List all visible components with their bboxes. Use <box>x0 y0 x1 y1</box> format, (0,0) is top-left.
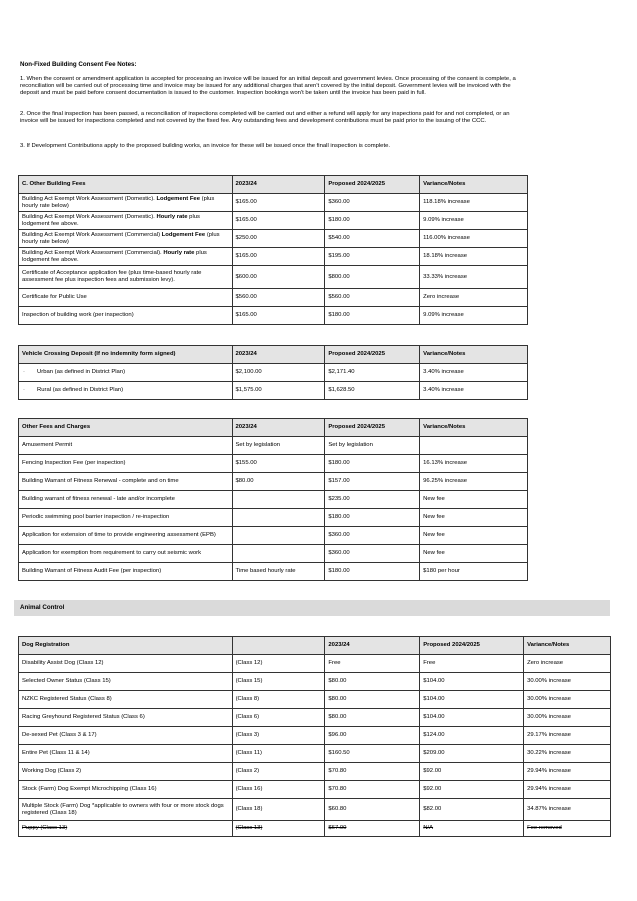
table-row <box>19 527 528 545</box>
col-header: Variance/Notes <box>524 637 611 655</box>
fee-description: Fencing Inspection Fee (per inspection) <box>19 455 233 473</box>
dog-class-description: De-sexed Pet (Class 3 & 17) <box>19 727 233 745</box>
col-header: 2023/24 <box>232 176 325 194</box>
fee-variance: Zero increase <box>524 655 611 673</box>
fee-2023: $155.00 <box>232 455 325 473</box>
dog-class-description: Working Dog (Class 2) <box>19 763 233 781</box>
fee-variance: New fee <box>420 509 528 527</box>
col-header: 2023/24 <box>325 637 420 655</box>
table-row <box>19 230 528 248</box>
fee-variance: 30.00% increase <box>524 709 611 727</box>
fee-description: Building Act Exempt Work Assessment (Domestic). Hourly rate plus lodgement fee above. <box>19 212 233 230</box>
dog-class-code: (Class 6) <box>232 709 325 727</box>
fee-variance <box>420 437 528 455</box>
fee-variance: New fee <box>420 527 528 545</box>
col-header: Variance/Notes <box>420 346 528 364</box>
fee-2024: $360.00 <box>325 545 420 563</box>
fee-2024: $124.00 <box>420 727 524 745</box>
col-header: Proposed 2024/2025 <box>420 637 524 655</box>
dog-class-description: Entire Pet (Class 11 & 14) <box>19 745 233 763</box>
fee-2024: $235.00 <box>325 491 420 509</box>
fee-2023: $67.00 <box>325 821 420 837</box>
dog-class-code: (Class 11) <box>232 745 325 763</box>
other-fees-table <box>18 418 528 581</box>
fee-2023: $96.00 <box>325 727 420 745</box>
note-1: 1. When the consent or amendment application is accepted for processing an invoice will be issued for an initial deposit and government levies. Once processing of the consent is complete, a reconciliation will be carried out of processing time and invoice may be issued for any additional charges that aren't covered by the initial deposit. Government levies will be invoiced with the deposit and must be paid before consent documentation is issued to the customer. Inspection bookings won't be taken until the invoice has been paid in full. <box>20 76 516 97</box>
fee-variance: Fee removed <box>524 821 611 837</box>
fee-variance: 16.13% increase <box>420 455 528 473</box>
fee-2024: $104.00 <box>420 691 524 709</box>
vehicle-crossing-table <box>18 345 528 400</box>
fee-variance: 18.18% increase <box>420 248 528 266</box>
col-header: Proposed 2024/2025 <box>325 176 420 194</box>
fee-description: Periodic swimming pool barrier inspection / re-inspection <box>19 509 233 527</box>
fee-2024: $195.00 <box>325 248 420 266</box>
dog-class-description: NZKC Registered Status (Class 8) <box>19 691 233 709</box>
fee-2023: $160.50 <box>325 745 420 763</box>
col-header: Proposed 2024/2025 <box>325 419 420 437</box>
col-header: Proposed 2024/2025 <box>325 346 420 364</box>
fee-variance: Zero increase <box>420 289 528 307</box>
fee-description: Amusement Permit <box>19 437 233 455</box>
fee-2023 <box>232 527 325 545</box>
fee-2024: $560.00 <box>325 289 420 307</box>
fee-2023: $165.00 <box>232 248 325 266</box>
fee-2023: $165.00 <box>232 194 325 212</box>
table-row <box>19 509 528 527</box>
fee-2023: $80.00 <box>325 673 420 691</box>
fee-variance: 30.22% increase <box>524 745 611 763</box>
fee-2024: $209.00 <box>420 745 524 763</box>
dog-class-code: (Class 12) <box>232 655 325 673</box>
fee-2024: $92.00 <box>420 781 524 799</box>
table-row <box>19 763 611 781</box>
fee-2023: $165.00 <box>232 212 325 230</box>
fee-2024: $2,171.40 <box>325 364 420 382</box>
other-building-fees-table <box>18 175 528 325</box>
fee-description: Certificate for Public Use <box>19 289 233 307</box>
fee-2024: $104.00 <box>420 709 524 727</box>
table-row <box>19 382 528 400</box>
fee-variance: 96.25% increase <box>420 473 528 491</box>
fee-2024: Set by legislation <box>325 437 420 455</box>
dog-class-code: (Class 13) <box>232 821 325 837</box>
fee-variance: 33.33% increase <box>420 266 528 289</box>
fee-2023: Time based hourly rate <box>232 563 325 581</box>
fee-variance: 34.87% increase <box>524 799 611 821</box>
note-3: 3. If Development Contributions apply to the proposed building works, an invoice for these will be issued once the finall inspection is complete. <box>20 143 391 149</box>
table-row <box>19 691 611 709</box>
fee-description: Building Act Exempt Work Assessment (Commercial) Lodgement Fee (plus hourly rate below) <box>19 230 233 248</box>
fee-2024: $360.00 <box>325 194 420 212</box>
fee-variance: 3.40% increase <box>420 382 528 400</box>
table-row <box>19 727 611 745</box>
fee-description: Certificate of Acceptance application fee (plus time-based hourly rate assessment fee plus inspection fees and submission levy). <box>19 266 233 289</box>
dog-class-description: Selected Owner Status (Class 15) <box>19 673 233 691</box>
dog-class-description: Stock (Farm) Dog Exempt Microchipping (Class 16) <box>19 781 233 799</box>
fee-2024: N/A <box>420 821 524 837</box>
dog-class-description: Racing Greyhound Registered Status (Class 6) <box>19 709 233 727</box>
animal-control-heading: Animal Control <box>14 600 610 616</box>
dog-class-code: (Class 16) <box>232 781 325 799</box>
fee-variance: 29.94% increase <box>524 781 611 799</box>
table-row <box>19 473 528 491</box>
col-header: 2023/24 <box>232 346 325 364</box>
fee-2023 <box>232 491 325 509</box>
fee-2024: $104.00 <box>420 673 524 691</box>
notes-title: Non-Fixed Building Consent Fee Notes: <box>20 61 137 68</box>
dog-class-code: (Class 8) <box>232 691 325 709</box>
fee-2024: $800.00 <box>325 266 420 289</box>
fee-description: Inspection of building work (per inspection) <box>19 307 233 325</box>
fee-variance: 29.17% increase <box>524 727 611 745</box>
fee-2024: Free <box>420 655 524 673</box>
table-row <box>19 655 611 673</box>
col-header: Vehicle Crossing Deposit (If no indemnity form signed) <box>19 346 233 364</box>
fee-2023: $80.00 <box>325 709 420 727</box>
dog-class-code: (Class 18) <box>232 799 325 821</box>
fee-2023: $2,100.00 <box>232 364 325 382</box>
table-row <box>19 799 611 821</box>
col-header <box>232 637 325 655</box>
col-header: Variance/Notes <box>420 176 528 194</box>
table-row <box>19 437 528 455</box>
table-row <box>19 194 528 212</box>
fee-2024: $360.00 <box>325 527 420 545</box>
table-row <box>19 364 528 382</box>
fee-variance: 116.00% increase <box>420 230 528 248</box>
fee-variance: New fee <box>420 491 528 509</box>
fee-variance: 3.40% increase <box>420 364 528 382</box>
fee-2023: $80.00 <box>232 473 325 491</box>
fee-2023: $1,575.00 <box>232 382 325 400</box>
note-2: 2. Once the final inspection has been passed, a reconciliation of inspections completed will be carried out and either a refund will apply for any inspections paid for and not completed, or an invoice will be issued for inspections completed and not covered by the fixed fee. Any outstanding fees and development contributions must be paid prior to the issuing of the CCC. <box>20 111 510 125</box>
table-row <box>19 266 528 289</box>
fee-variance: 30.00% increase <box>524 673 611 691</box>
fee-2024: $180.00 <box>325 307 420 325</box>
fee-2023: Free <box>325 655 420 673</box>
dog-class-code: (Class 2) <box>232 763 325 781</box>
fee-2024: $540.00 <box>325 230 420 248</box>
col-header: Variance/Notes <box>420 419 528 437</box>
fee-2023: $70.80 <box>325 781 420 799</box>
dog-class-description: Disability Assist Dog (Class 12) <box>19 655 233 673</box>
table-row <box>19 781 611 799</box>
col-header: Dog Registration <box>19 637 233 655</box>
col-header: Other Fees and Charges <box>19 419 233 437</box>
fee-variance: 9.09% increase <box>420 212 528 230</box>
table-row <box>19 563 528 581</box>
fee-2024: $180.00 <box>325 563 420 581</box>
fee-description: · Urban (as defined in District Plan) <box>19 364 233 382</box>
dog-class-description: Puppy (Class 13) <box>19 821 233 837</box>
table-row <box>19 745 611 763</box>
fee-2023: $80.00 <box>325 691 420 709</box>
fee-2023: $250.00 <box>232 230 325 248</box>
fee-2023 <box>232 509 325 527</box>
fee-2023 <box>232 545 325 563</box>
fee-description: Building Act Exempt Work Assessment (Domestic). Lodgement Fee (plus hourly rate below) <box>19 194 233 212</box>
table-row-removed <box>19 821 611 837</box>
fee-description: Building Act Exempt Work Assessment (Commercial). Hourly rate plus lodgement fee above. <box>19 248 233 266</box>
table-row <box>19 545 528 563</box>
fee-description: Application for extension of time to provide engineering assessment (EPB) <box>19 527 233 545</box>
table-row <box>19 455 528 473</box>
fee-variance: 29.94% increase <box>524 763 611 781</box>
dog-class-code: (Class 15) <box>232 673 325 691</box>
fee-2024: $180.00 <box>325 212 420 230</box>
dog-registration-table <box>18 636 611 837</box>
fee-2023: $165.00 <box>232 307 325 325</box>
fee-description: · Rural (as defined in District Plan) <box>19 382 233 400</box>
col-header: C. Other Building Fees <box>19 176 233 194</box>
fee-description: Building Warrant of Fitness Renewal - complete and on time <box>19 473 233 491</box>
fee-2024: $157.00 <box>325 473 420 491</box>
fee-2024: $82.00 <box>420 799 524 821</box>
fee-description: Building Warrant of Fitness Audit Fee (per inspection) <box>19 563 233 581</box>
table-row <box>19 289 528 307</box>
fee-2024: $180.00 <box>325 509 420 527</box>
table-row <box>19 307 528 325</box>
fee-2024: $1,628.50 <box>325 382 420 400</box>
fee-description: Building warrant of fitness renewal - late and/or incomplete <box>19 491 233 509</box>
fee-variance: 118.18% increase <box>420 194 528 212</box>
table-row <box>19 491 528 509</box>
dog-class-description: Multiple Stock (Farm) Dog *applicable to owners with four or more stock dogs registered (Class 18) <box>19 799 233 821</box>
fee-2023: $560.00 <box>232 289 325 307</box>
table-row <box>19 709 611 727</box>
fee-2023: $60.80 <box>325 799 420 821</box>
fee-description: Application for exemption from requirement to carry out seismic work <box>19 545 233 563</box>
col-header: 2023/24 <box>232 419 325 437</box>
fee-2023: $70.80 <box>325 763 420 781</box>
fee-variance: 30.00% increase <box>524 691 611 709</box>
fee-variance: New fee <box>420 545 528 563</box>
fee-variance: $180 per hour <box>420 563 528 581</box>
table-row <box>19 212 528 230</box>
fee-2023: Set by legislation <box>232 437 325 455</box>
fee-2024: $92.00 <box>420 763 524 781</box>
table-row <box>19 673 611 691</box>
fee-2024: $180.00 <box>325 455 420 473</box>
fee-variance: 9.09% increase <box>420 307 528 325</box>
dog-class-code: (Class 3) <box>232 727 325 745</box>
fee-2023: $600.00 <box>232 266 325 289</box>
table-row <box>19 248 528 266</box>
